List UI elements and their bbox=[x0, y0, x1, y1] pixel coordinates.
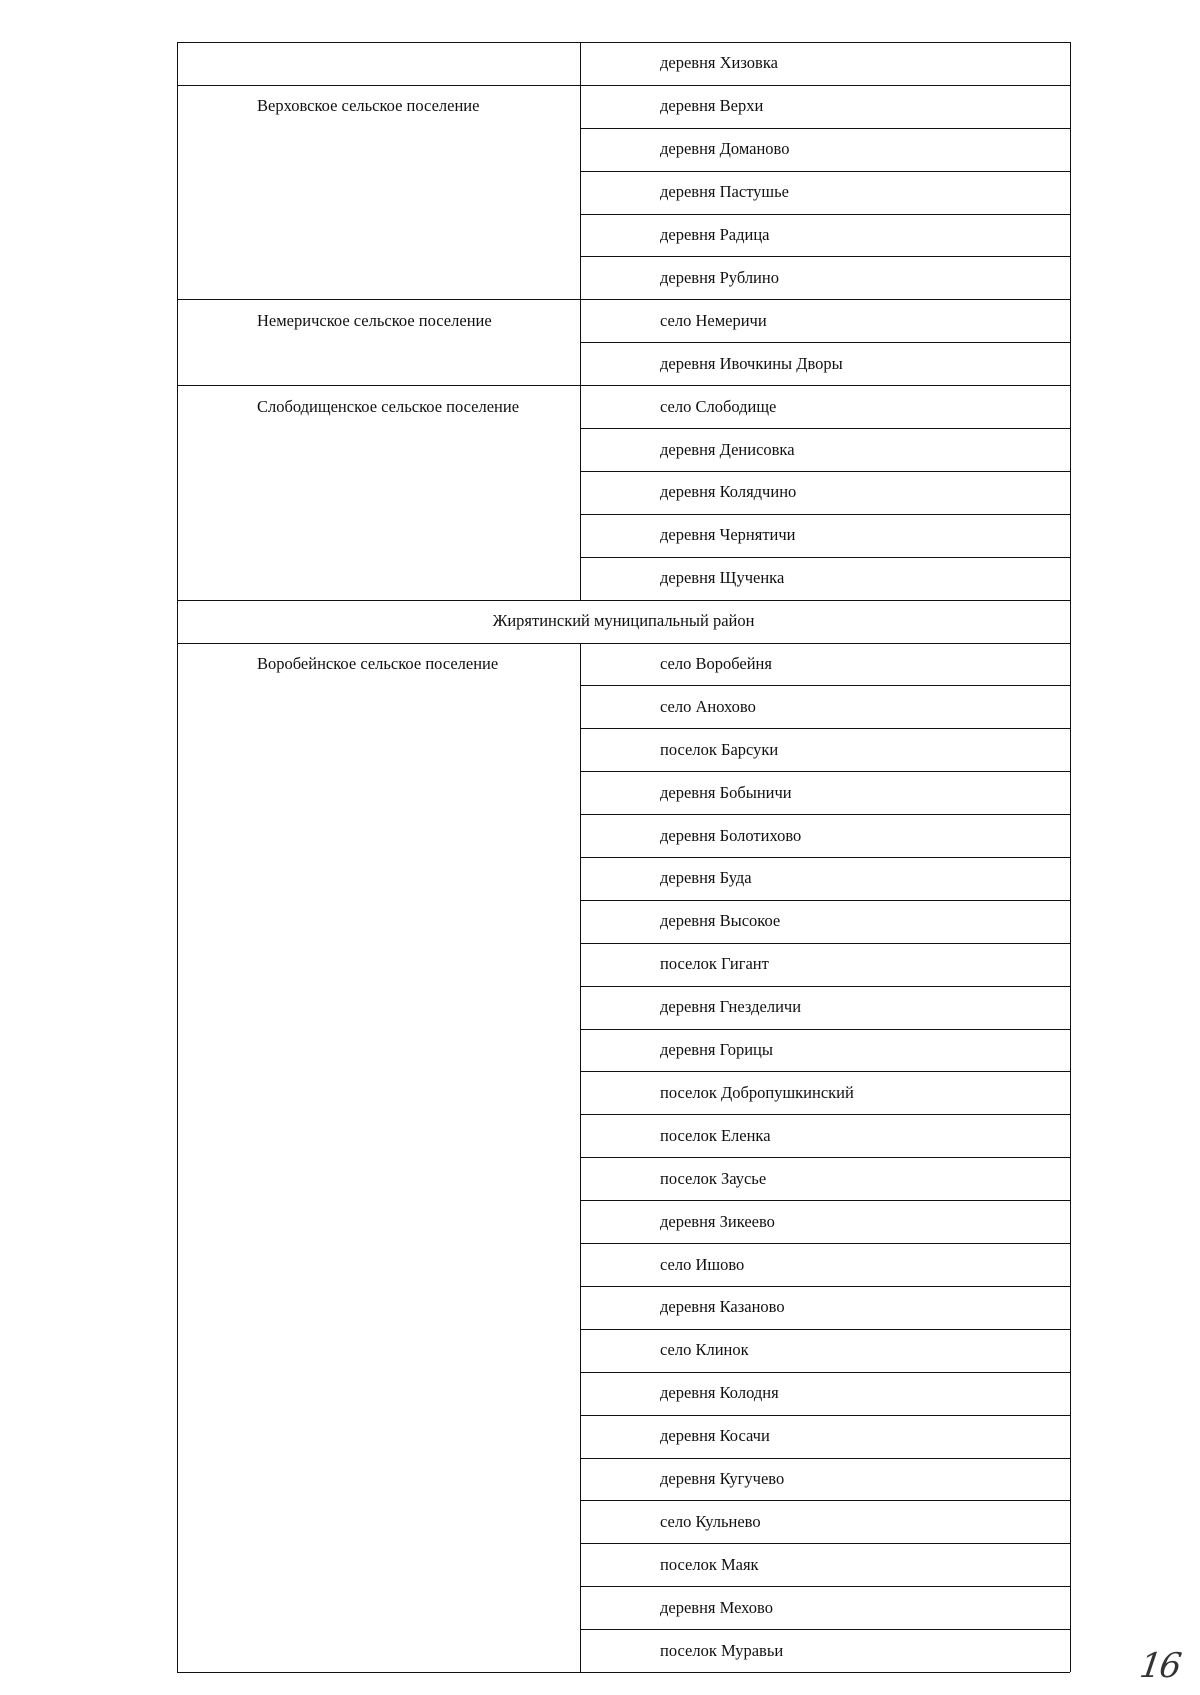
column-divider bbox=[580, 128, 581, 171]
column-divider bbox=[580, 943, 581, 986]
row-divider bbox=[580, 428, 1070, 429]
locality-cell: деревня Буда bbox=[660, 868, 752, 888]
column-divider bbox=[580, 256, 581, 299]
column-divider bbox=[580, 557, 581, 600]
row-divider-full bbox=[177, 385, 1070, 386]
table-border-top bbox=[177, 42, 1070, 43]
row-divider bbox=[580, 557, 1070, 558]
row-divider bbox=[580, 857, 1070, 858]
column-divider bbox=[580, 214, 581, 257]
column-divider bbox=[580, 1415, 581, 1458]
locality-cell: деревня Зикеево bbox=[660, 1211, 775, 1231]
locality-cell: деревня Чернятичи bbox=[660, 525, 796, 545]
locality-cell: деревня Колядчино bbox=[660, 482, 797, 502]
table-border-bottom bbox=[177, 1672, 1070, 1673]
row-divider bbox=[580, 943, 1070, 944]
row-divider bbox=[580, 771, 1070, 772]
page-number: 16 bbox=[1137, 1646, 1183, 1686]
row-divider bbox=[580, 1243, 1070, 1244]
column-divider bbox=[580, 1629, 581, 1672]
column-divider bbox=[580, 1329, 581, 1372]
column-divider bbox=[580, 1500, 581, 1543]
row-divider bbox=[580, 471, 1070, 472]
locality-cell: село Слободище bbox=[660, 396, 777, 416]
row-divider bbox=[580, 1329, 1070, 1330]
row-divider-full bbox=[177, 643, 1070, 644]
column-divider bbox=[580, 1029, 581, 1072]
locality-cell: деревня Ивочкины Дворы bbox=[660, 353, 843, 373]
column-divider bbox=[580, 1071, 581, 1114]
settlement-cell: Верховское сельское поселение bbox=[257, 96, 480, 116]
column-divider bbox=[580, 171, 581, 214]
locality-cell: поселок Заусье bbox=[660, 1168, 767, 1188]
column-divider bbox=[580, 900, 581, 943]
locality-cell: поселок Барсуки bbox=[660, 739, 779, 759]
row-divider bbox=[580, 728, 1070, 729]
settlement-cell: Воробейнское сельское поселение bbox=[257, 653, 499, 673]
row-divider bbox=[580, 214, 1070, 215]
column-divider bbox=[580, 1372, 581, 1415]
row-divider bbox=[580, 514, 1070, 515]
locality-cell: поселок Гигант bbox=[660, 954, 769, 974]
column-divider bbox=[580, 514, 581, 557]
locality-cell: деревня Болотихово bbox=[660, 825, 802, 845]
locality-cell: деревня Мехово bbox=[660, 1597, 773, 1617]
row-divider bbox=[580, 1415, 1070, 1416]
locality-cell: деревня Колодня bbox=[660, 1383, 779, 1403]
locality-cell: село Кульнево bbox=[660, 1511, 761, 1531]
row-divider bbox=[580, 342, 1070, 343]
row-divider-full bbox=[177, 85, 1070, 86]
row-divider bbox=[580, 256, 1070, 257]
column-divider bbox=[580, 771, 581, 814]
column-divider bbox=[580, 471, 581, 514]
column-divider bbox=[580, 1157, 581, 1200]
locality-cell: деревня Пастушье bbox=[660, 182, 789, 202]
row-divider-full bbox=[177, 299, 1070, 300]
row-divider bbox=[580, 814, 1070, 815]
column-divider bbox=[580, 85, 581, 128]
locality-cell: село Анохово bbox=[660, 696, 756, 716]
row-divider bbox=[580, 1200, 1070, 1201]
locality-cell: деревня Бобыничи bbox=[660, 782, 792, 802]
row-divider-full bbox=[177, 600, 1070, 601]
column-divider bbox=[580, 1286, 581, 1329]
row-divider bbox=[580, 1586, 1070, 1587]
locality-cell: деревня Кугучево bbox=[660, 1468, 785, 1488]
locality-cell: деревня Хизовка bbox=[660, 53, 778, 73]
column-divider bbox=[580, 1586, 581, 1629]
table-border-right bbox=[1070, 42, 1071, 1672]
column-divider bbox=[580, 643, 581, 686]
column-divider bbox=[580, 857, 581, 900]
locality-cell: село Воробейня bbox=[660, 653, 772, 673]
locality-cell: деревня Гнезделичи bbox=[660, 997, 802, 1017]
column-divider bbox=[580, 814, 581, 857]
column-divider bbox=[580, 986, 581, 1029]
column-divider bbox=[580, 728, 581, 771]
locality-cell: поселок Еленка bbox=[660, 1125, 771, 1145]
column-divider bbox=[580, 1200, 581, 1243]
row-divider bbox=[580, 685, 1070, 686]
row-divider bbox=[580, 1500, 1070, 1501]
locality-cell: поселок Добропушкинский bbox=[660, 1082, 854, 1102]
locality-cell: деревня Высокое bbox=[660, 911, 781, 931]
column-divider bbox=[580, 1458, 581, 1501]
row-divider bbox=[580, 1114, 1070, 1115]
locality-cell: деревня Радица bbox=[660, 225, 770, 245]
column-divider bbox=[580, 342, 581, 385]
locality-cell: село Немеричи bbox=[660, 310, 767, 330]
locality-cell: деревня Рублино bbox=[660, 267, 779, 287]
locality-cell: село Клинок bbox=[660, 1340, 749, 1360]
settlement-cell: Немеричское сельское поселение bbox=[257, 310, 492, 330]
column-divider bbox=[580, 1114, 581, 1157]
column-divider bbox=[580, 428, 581, 471]
settlement-cell: Слободищенское сельское поселение bbox=[257, 396, 520, 416]
row-divider bbox=[580, 171, 1070, 172]
row-divider bbox=[580, 1629, 1070, 1630]
column-divider bbox=[580, 299, 581, 342]
row-divider bbox=[580, 1458, 1070, 1459]
row-divider bbox=[580, 1286, 1070, 1287]
locality-cell: деревня Денисовка bbox=[660, 439, 795, 459]
row-divider bbox=[580, 128, 1070, 129]
district-heading: Жирятинский муниципальный район bbox=[492, 611, 755, 631]
row-divider bbox=[580, 1543, 1070, 1544]
row-divider bbox=[580, 1071, 1070, 1072]
row-divider bbox=[580, 1372, 1070, 1373]
column-divider bbox=[580, 1543, 581, 1586]
column-divider bbox=[580, 685, 581, 728]
locality-cell: село Ишово bbox=[660, 1254, 745, 1274]
locality-cell: деревня Горицы bbox=[660, 1040, 773, 1060]
locality-cell: деревня Верхи bbox=[660, 96, 764, 116]
locality-cell: деревня Казаново bbox=[660, 1297, 785, 1317]
column-divider bbox=[580, 385, 581, 428]
row-divider bbox=[580, 900, 1070, 901]
locality-cell: поселок Маяк bbox=[660, 1554, 759, 1574]
locality-cell: деревня Косачи bbox=[660, 1426, 770, 1446]
locality-cell: деревня Щученка bbox=[660, 568, 785, 588]
column-divider bbox=[580, 1243, 581, 1286]
locality-cell: поселок Муравьи bbox=[660, 1640, 784, 1660]
locality-cell: деревня Доманово bbox=[660, 139, 790, 159]
row-divider bbox=[580, 1029, 1070, 1030]
row-divider bbox=[580, 1157, 1070, 1158]
column-divider bbox=[580, 42, 581, 85]
table-border-left bbox=[177, 42, 178, 1672]
row-divider bbox=[580, 986, 1070, 987]
